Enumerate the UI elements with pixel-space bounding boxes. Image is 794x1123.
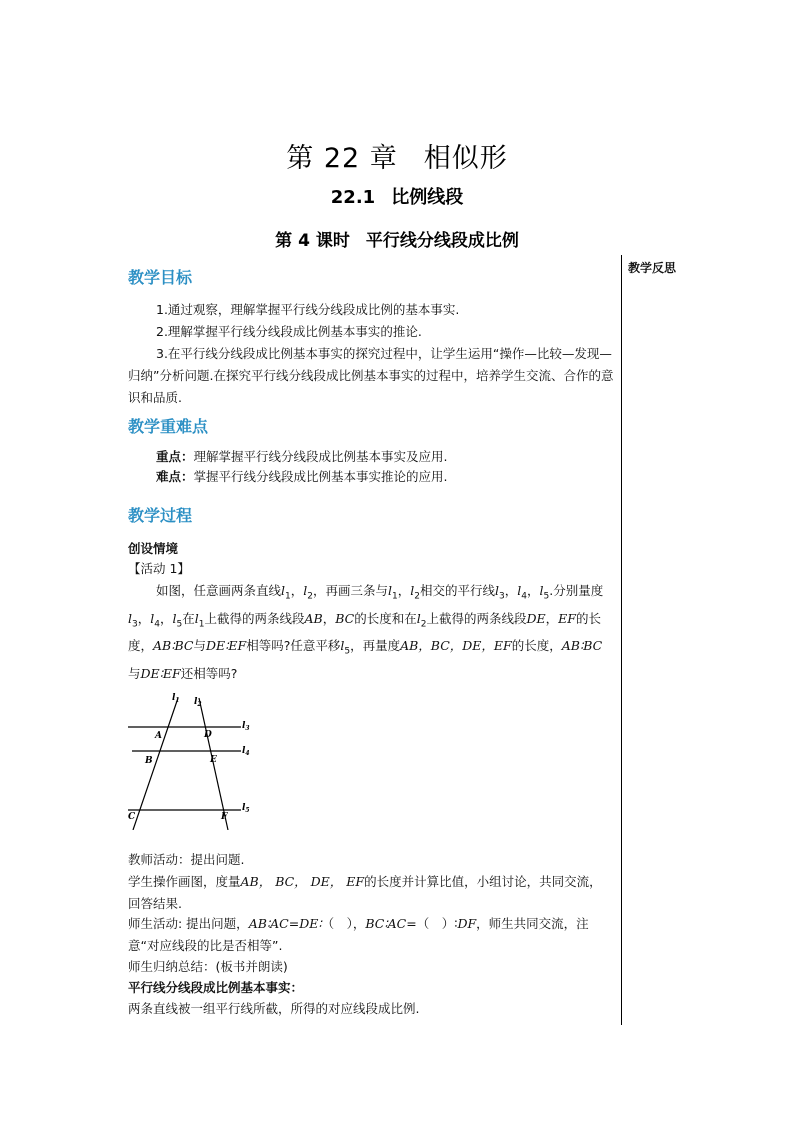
reflection-label: 教学反思 <box>628 261 677 275</box>
section-number: 22.1 <box>330 187 376 208</box>
chapter-title <box>0 136 794 175</box>
difficult-label: 难点： <box>156 469 194 484</box>
point-e: E <box>210 755 217 765</box>
lesson-number: 第 4 课时 <box>275 231 350 251</box>
point-b: B <box>145 756 153 766</box>
chapter-number: 第 22 章 <box>286 143 398 174</box>
teacher-activity: 教师活动：提出问题. <box>128 852 245 867</box>
label-l5: $l_5$ <box>242 803 250 814</box>
fact-text: 两条直线被一组平行线所截，所得的对应线段成比例. <box>128 1001 420 1016</box>
student-activity: 学生操作画图，度量AB， BC， DE， EF的长度并计算比值，小组讨论，共同交流，回答结果. <box>128 874 602 911</box>
label-l2: $l_2$ <box>194 697 202 708</box>
key-text: 理解掌握平行线分线段成比例基本事实及应用. <box>193 449 448 464</box>
activity-label: 【活动 1】 <box>128 561 190 576</box>
scene-heading: 创设情境 <box>128 541 179 556</box>
goal-item-2: 2.理解掌握平行线分线段成比例基本事实的推论. <box>156 324 422 339</box>
point-c: C <box>128 812 136 822</box>
summary-line: 师生归纳总结：(板书并朗读) <box>128 959 288 974</box>
fact-title: 平行线分线段成比例基本事实： <box>128 980 304 995</box>
key-points-heading: 教学重难点 <box>128 417 209 436</box>
difficult-point <box>128 466 614 488</box>
parallel-lines-figure <box>124 690 254 830</box>
section-name: 比例线段 <box>391 187 464 208</box>
label-l3: $l_3$ <box>242 721 250 732</box>
difficult-text: 掌握平行线分线段成比例基本事实推论的应用. <box>193 469 448 484</box>
point-d: D <box>204 730 212 740</box>
process-heading: 教学过程 <box>128 506 193 525</box>
lesson-title <box>0 226 794 251</box>
goals-heading: 教学目标 <box>128 268 193 287</box>
chapter-name: 相似形 <box>423 143 508 174</box>
label-l1: $l_1$ <box>172 693 180 704</box>
section-title <box>0 183 794 209</box>
teacher-student-activity: 师生活动: 提出问题，AB∶AC=DE∶（ ），BC∶AC=（ ）∶DF，师生共同交流，注意“对应线段的比是否相等”. <box>128 916 589 953</box>
lesson-name: 平行线分线段成比例 <box>365 231 519 251</box>
point-f: F <box>221 812 228 822</box>
margin-divider <box>621 255 622 1025</box>
goal-item-1: 1.通过观察，理解掌握平行线分线段成比例的基本事实. <box>156 302 460 317</box>
goal-item-3: 3.在平行线分线段成比例基本事实的探究过程中，让学生运用“操作—比较—发现—归纳”分析问题.在探究平行线分线段成比例基本事实的过程中，培养学生交流、合作的意识和品质. <box>128 346 614 405</box>
label-l4: $l_4$ <box>242 746 250 757</box>
activity-text: 如图，任意画两条直线$l_1$，$l_2$，再画三条与$l_1$，$l_2$相交的平行线$l_3$，$l_4$，$l_5$.分别量度$l_3$，$l_4$，$l_5$在$l_1$上截得的两条线段AB，BC的长度和在$l_2$上截得的两条线段DE，EF的长度，AB∶BC与DE∶EF相等吗?任意平移$l_5$，再量度AB，BC，DE，EF的长度，AB∶BC与DE∶EF还相等吗? <box>128 583 604 681</box>
key-label: 重点： <box>156 449 194 464</box>
point-a: A <box>155 731 162 741</box>
key-point <box>128 446 614 468</box>
